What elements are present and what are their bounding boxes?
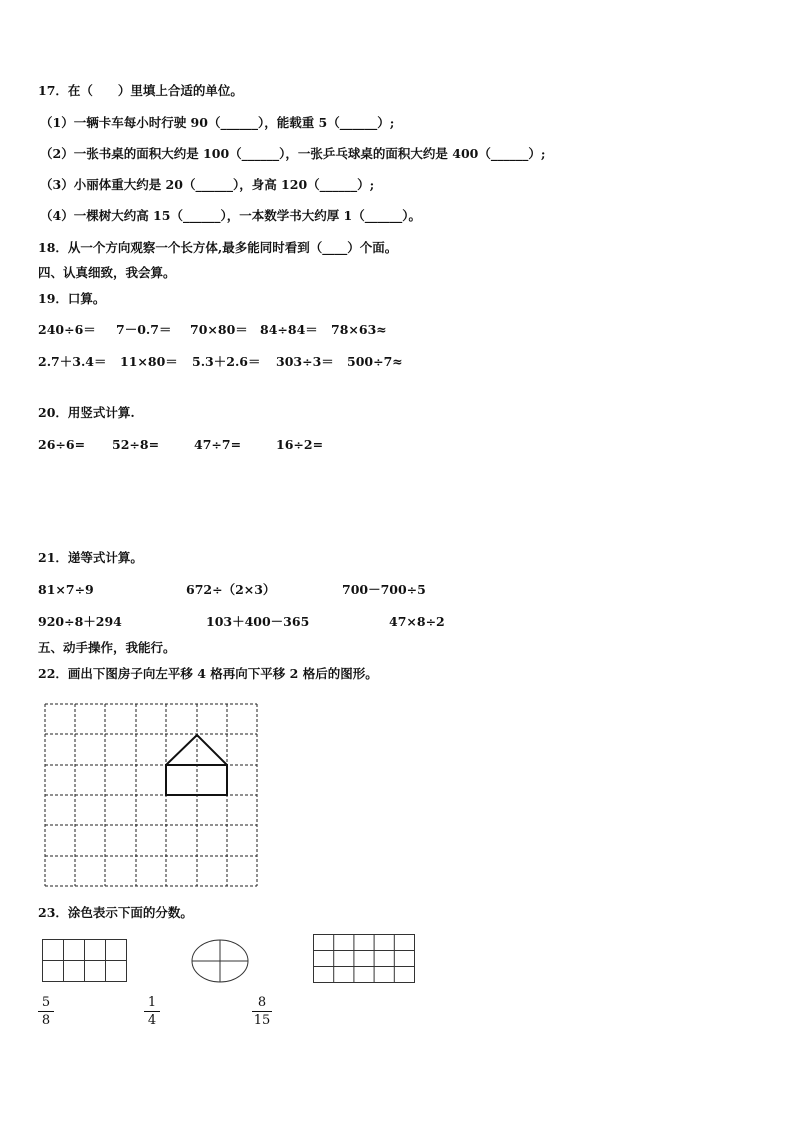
rect-grid-15[interactable] <box>313 934 419 986</box>
q18-text: 18．从一个方向观察一个长方体,最多能同时看到（____）个面。 <box>38 240 398 255</box>
q20-item-2: 52÷8= <box>112 437 160 452</box>
q20-item-3: 47÷7= <box>194 437 242 452</box>
q22-title: 22．画出下图房子向左平移 4 格再向下平移 2 格后的图形。 <box>38 666 378 681</box>
q20-item-1: 26÷6= <box>38 437 86 452</box>
q19-r1-4: 84÷84＝ <box>260 322 318 337</box>
section-4-heading: 四、认真细致，我会算。 <box>38 265 176 280</box>
section-5-heading: 五、动手操作，我能行。 <box>38 640 176 655</box>
fraction-numerator: 8 <box>257 995 267 1010</box>
fraction-denominator: 4 <box>147 1013 157 1028</box>
fraction-1-4 <box>144 995 160 1028</box>
q19-r2-4: 303÷3＝ <box>276 354 334 369</box>
fraction-numerator: 1 <box>147 995 157 1010</box>
q21-r2-2: 103＋400－365 <box>206 614 310 629</box>
q17-title: 17．在（ ）里填上合适的单位。 <box>38 83 243 98</box>
q21-r1-2: 672÷（2×3） <box>186 582 276 597</box>
fraction-numerator: 5 <box>41 995 51 1010</box>
fraction-bar <box>38 1011 54 1012</box>
q17-item-3: （3）小丽体重大约是 20（______），身高 120（______）; <box>40 177 375 192</box>
fraction-bar <box>252 1011 272 1012</box>
q17-item-2: （2）一张书桌的面积大约是 100（______），一张乒乓球桌的面积大约是 400（______）; <box>40 146 546 161</box>
q21-r2-3: 47×8÷2 <box>389 614 445 629</box>
q19-r1-5: 78×63≈ <box>331 322 387 337</box>
q17-item-1: （1）一辆卡车每小时行驶 90（______），能载重 5（______）; <box>40 115 395 130</box>
circle-quarters[interactable] <box>190 939 252 985</box>
q19-r2-1: 2.7＋3.4＝ <box>38 354 107 369</box>
q19-r1-2: 7－0.7＝ <box>116 322 172 337</box>
q17-item-4: （4）一棵树大约高 15（______），一本数学书大约厚 1（______）。 <box>40 208 421 223</box>
q20-item-4: 16÷2= <box>276 437 324 452</box>
q21-r1-3: 700－700÷5 <box>342 582 426 597</box>
q21-title: 21．递等式计算。 <box>38 550 143 565</box>
fraction-denominator: 8 <box>41 1013 51 1028</box>
q23-title: 23．涂色表示下面的分数。 <box>38 905 193 920</box>
fraction-bar <box>144 1011 160 1012</box>
q20-title: 20．用竖式计算. <box>38 405 135 420</box>
q21-r2-1: 920÷8＋294 <box>38 614 122 629</box>
q19-r2-3: 5.3＋2.6＝ <box>192 354 261 369</box>
q19-r2-5: 500÷7≈ <box>347 354 403 369</box>
q19-title: 19．口算。 <box>38 291 106 306</box>
fraction-denominator: 15 <box>253 1013 271 1028</box>
q22-dotted-grid <box>44 703 260 889</box>
q21-r1-1: 81×7÷9 <box>38 582 94 597</box>
q19-r2-2: 11×80＝ <box>120 354 178 369</box>
fraction-8-15 <box>252 995 272 1028</box>
q19-r1-1: 240÷6＝ <box>38 322 96 337</box>
fraction-5-8 <box>38 995 54 1028</box>
rect-grid-8[interactable] <box>42 939 130 985</box>
q19-r1-3: 70×80＝ <box>190 322 248 337</box>
